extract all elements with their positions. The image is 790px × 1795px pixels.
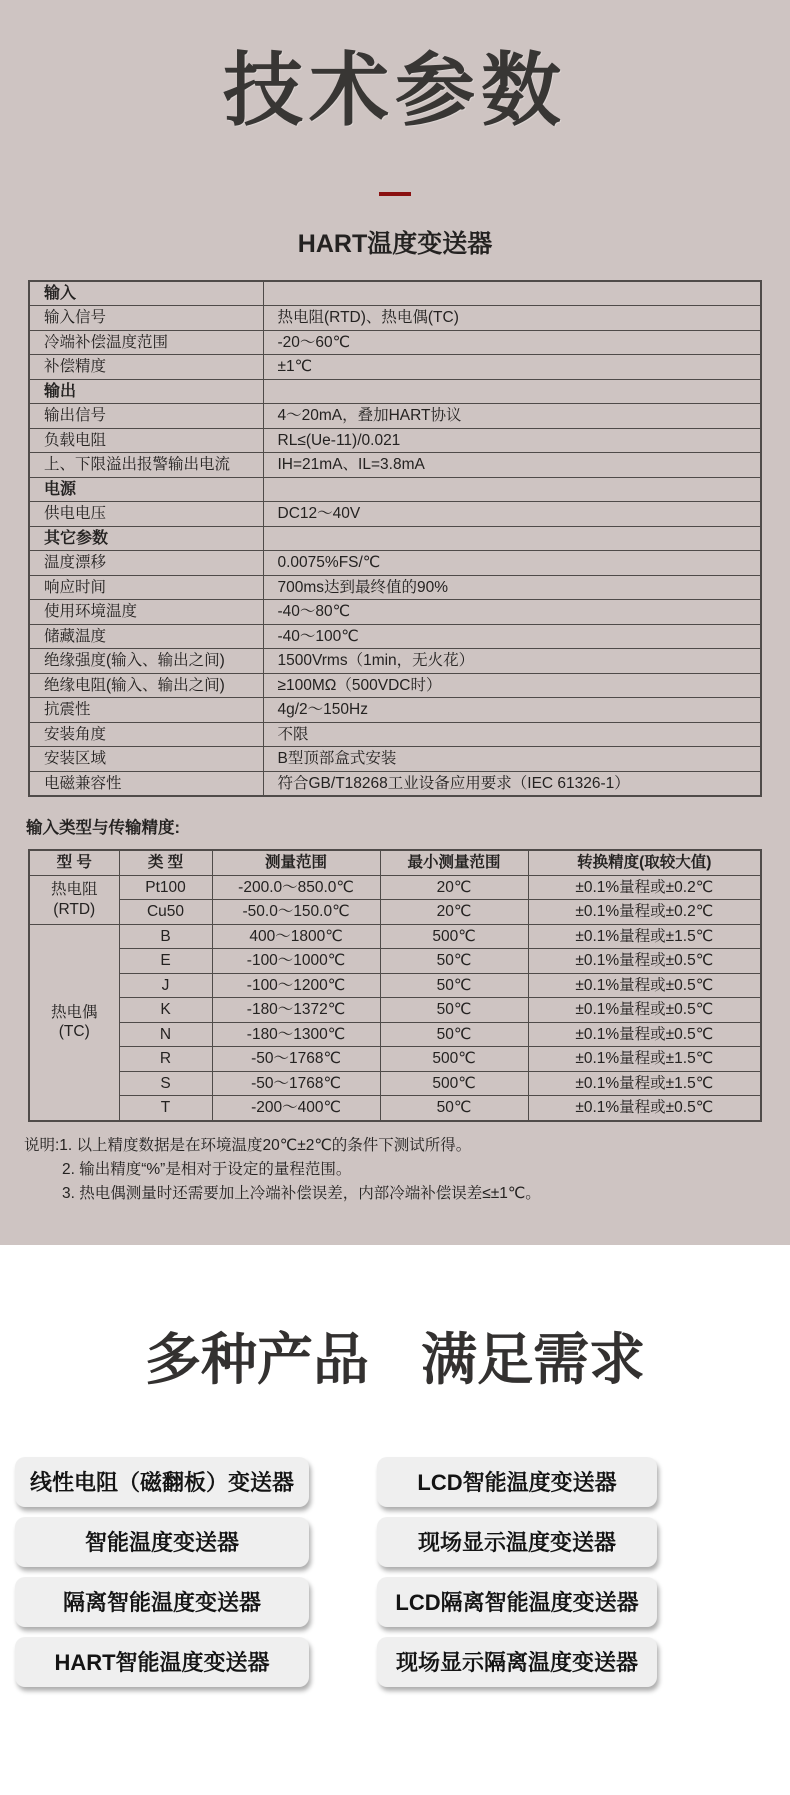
product-button[interactable]: 隔离智能温度变送器	[15, 1577, 309, 1627]
precision-cell: ±0.1%量程或±0.2℃	[528, 875, 761, 900]
precision-cell: K	[119, 998, 212, 1023]
model-cell: 热电阻 (RTD)	[29, 875, 119, 924]
spec-row	[29, 747, 761, 772]
spec-label-cell: 安装角度	[29, 722, 263, 747]
spec-value-cell: ±1℃	[263, 355, 761, 380]
precision-row	[29, 1022, 761, 1047]
spec-row	[29, 428, 761, 453]
precision-header-cell: 最小测量范围	[380, 850, 528, 875]
precision-cell: ±0.1%量程或±0.5℃	[528, 949, 761, 974]
precision-cell: -180～1300℃	[212, 1022, 380, 1047]
products-title-left: 多种产品	[145, 1328, 369, 1391]
spec-label-cell: 冷端补偿温度范围	[29, 330, 263, 355]
spec-row	[29, 404, 761, 429]
precision-row	[29, 1096, 761, 1121]
spec-row	[29, 600, 761, 625]
spec-label-cell: 安装区域	[29, 747, 263, 772]
spec-value-cell: 4g/2～150Hz	[263, 698, 761, 723]
spec-row	[29, 673, 761, 698]
precision-cell: 50℃	[380, 949, 528, 974]
precision-cell: ±0.1%量程或±0.5℃	[528, 998, 761, 1023]
product-button[interactable]: HART智能温度变送器	[15, 1637, 309, 1687]
spec-section-row	[29, 477, 761, 502]
spec-label-cell: 上、下限溢出报警输出电流	[29, 453, 263, 478]
spec-section-row	[29, 281, 761, 306]
product-button[interactable]: 线性电阻（磁翻板）变送器	[15, 1457, 309, 1507]
note-line: 2. 输出精度“%”是相对于设定的量程范围。	[62, 1160, 352, 1178]
spec-value-cell	[263, 526, 761, 551]
products-section	[0, 1245, 790, 1795]
spec-row	[29, 502, 761, 527]
note-line: 说明:1. 以上精度数据是在环境温度20℃±2℃的条件下测试所得。	[24, 1136, 472, 1154]
spec-table-body	[29, 281, 761, 797]
product-button[interactable]: LCD隔离智能温度变送器	[377, 1577, 657, 1627]
spec-label-cell: 温度漂移	[29, 551, 263, 576]
precision-header-cell: 型 号	[29, 850, 119, 875]
precision-cell: Cu50	[119, 900, 212, 925]
precision-cell: J	[119, 973, 212, 998]
spec-label-cell: 绝缘电阻(输入、输出之间)	[29, 673, 263, 698]
precision-cell: 50℃	[380, 1096, 528, 1121]
spec-row	[29, 453, 761, 478]
spec-value-cell: 1500Vrms（1min，无火花）	[263, 649, 761, 674]
spec-label-cell: 输入	[29, 281, 263, 306]
precision-row	[29, 998, 761, 1023]
title-divider	[379, 192, 411, 196]
precision-cell: 500℃	[380, 1071, 528, 1096]
precision-cell: 50℃	[380, 998, 528, 1023]
spec-value-cell: RL≤(Ue-11)/0.021	[263, 428, 761, 453]
spec-value-cell: 热电阻(RTD)、热电偶(TC)	[263, 306, 761, 331]
spec-label-cell: 输出	[29, 379, 263, 404]
spec-value-cell: 不限	[263, 722, 761, 747]
precision-header-cell: 类 型	[119, 850, 212, 875]
precision-cell: -200.0～850.0℃	[212, 875, 380, 900]
spec-value-cell: -40～80℃	[263, 600, 761, 625]
table-subtitle: HART温度变送器	[297, 229, 493, 258]
precision-cell: -50～1768℃	[212, 1047, 380, 1072]
product-grid	[15, 1457, 790, 1687]
precision-header-cell: 转换精度(取较大值)	[528, 850, 761, 875]
precision-header-cell: 测量范围	[212, 850, 380, 875]
spec-row	[29, 355, 761, 380]
precision-cell: -50～1768℃	[212, 1071, 380, 1096]
precision-row	[29, 949, 761, 974]
precision-cell: ±0.1%量程或±0.5℃	[528, 973, 761, 998]
precision-cell: ±0.1%量程或±0.2℃	[528, 900, 761, 925]
spec-value-cell: B型顶部盒式安装	[263, 747, 761, 772]
spec-value-cell: 700ms达到最终值的90%	[263, 575, 761, 600]
spec-value-cell	[263, 379, 761, 404]
precision-cell: N	[119, 1022, 212, 1047]
spec-label-cell: 响应时间	[29, 575, 263, 600]
product-button[interactable]: LCD智能温度变送器	[377, 1457, 657, 1507]
precision-cell: T	[119, 1096, 212, 1121]
spec-value-cell: -20～60℃	[263, 330, 761, 355]
spec-value-cell: 符合GB/T18268工业设备应用要求（IEC 61326-1）	[263, 771, 761, 796]
spec-section-row	[29, 526, 761, 551]
precision-row	[29, 924, 761, 949]
precision-cell: -200～400℃	[212, 1096, 380, 1121]
precision-cell: R	[119, 1047, 212, 1072]
spec-label-cell: 补偿精度	[29, 355, 263, 380]
model-cell: 热电偶 (TC)	[29, 924, 119, 1121]
spec-label-cell: 使用环境温度	[29, 600, 263, 625]
precision-cell: B	[119, 924, 212, 949]
product-button[interactable]: 智能温度变送器	[15, 1517, 309, 1567]
spec-label-cell: 绝缘强度(输入、输出之间)	[29, 649, 263, 674]
spec-row	[29, 649, 761, 674]
precision-cell: 400～1800℃	[212, 924, 380, 949]
spec-value-cell: DC12～40V	[263, 502, 761, 527]
precision-cell: -50.0～150.0℃	[212, 900, 380, 925]
precision-row	[29, 900, 761, 925]
spec-row	[29, 722, 761, 747]
spec-section-row	[29, 379, 761, 404]
precision-row	[29, 1071, 761, 1096]
spec-label-cell: 输入信号	[29, 306, 263, 331]
precision-cell: 50℃	[380, 1022, 528, 1047]
products-title	[0, 1329, 790, 1391]
precision-cell: ±0.1%量程或±0.5℃	[528, 1022, 761, 1047]
precision-cell: -100～1000℃	[212, 949, 380, 974]
precision-cell: E	[119, 949, 212, 974]
product-button[interactable]: 现场显示隔离温度变送器	[377, 1637, 657, 1687]
spec-value-cell: 0.0075%FS/℃	[263, 551, 761, 576]
product-button[interactable]: 现场显示温度变送器	[377, 1517, 657, 1567]
precision-header-row	[29, 850, 761, 875]
precision-cell: 20℃	[380, 875, 528, 900]
spec-label-cell: 电源	[29, 477, 263, 502]
precision-cell: 50℃	[380, 973, 528, 998]
precision-cell: 20℃	[380, 900, 528, 925]
spec-label-cell: 负载电阻	[29, 428, 263, 453]
spec-label-cell: 电磁兼容性	[29, 771, 263, 796]
page-title: 技术参数	[223, 46, 567, 135]
spec-value-cell: -40～100℃	[263, 624, 761, 649]
precision-table	[28, 849, 762, 1122]
precision-cell: 500℃	[380, 1047, 528, 1072]
note-line: 3. 热电偶测量时还需要加上冷端补偿误差，内部冷端补偿误差≤±1℃。	[62, 1184, 541, 1202]
precision-cell: 500℃	[380, 924, 528, 949]
precision-table-body	[29, 875, 761, 1121]
precision-cell: S	[119, 1071, 212, 1096]
spec-label-cell: 储藏温度	[29, 624, 263, 649]
precision-row	[29, 973, 761, 998]
spec-label-cell: 输出信号	[29, 404, 263, 429]
spec-table	[28, 280, 762, 798]
precision-title: 输入类型与传输精度:	[26, 819, 180, 838]
spec-row	[29, 698, 761, 723]
precision-cell: -180～1372℃	[212, 998, 380, 1023]
precision-cell: ±0.1%量程或±1.5℃	[528, 924, 761, 949]
products-title-right: 满足需求	[421, 1328, 645, 1391]
spec-row	[29, 575, 761, 600]
spec-row	[29, 771, 761, 796]
spec-label-cell: 抗震性	[29, 698, 263, 723]
precision-cell: Pt100	[119, 875, 212, 900]
spec-row	[29, 551, 761, 576]
spec-value-cell: 4～20mA，叠加HART协议	[263, 404, 761, 429]
spec-row	[29, 330, 761, 355]
spec-label-cell: 其它参数	[29, 526, 263, 551]
precision-cell: ±0.1%量程或±1.5℃	[528, 1047, 761, 1072]
precision-cell: ±0.1%量程或±1.5℃	[528, 1071, 761, 1096]
precision-row	[29, 875, 761, 900]
spec-value-cell: ≥100MΩ（500VDC时）	[263, 673, 761, 698]
spec-value-cell: IH=21mA、IL=3.8mA	[263, 453, 761, 478]
precision-cell: ±0.1%量程或±0.5℃	[528, 1096, 761, 1121]
spec-label-cell: 供电电压	[29, 502, 263, 527]
spec-value-cell	[263, 477, 761, 502]
precision-cell: -100～1200℃	[212, 973, 380, 998]
precision-row	[29, 1047, 761, 1072]
notes	[24, 1134, 790, 1206]
spec-value-cell	[263, 281, 761, 306]
spec-row	[29, 624, 761, 649]
spec-row	[29, 306, 761, 331]
